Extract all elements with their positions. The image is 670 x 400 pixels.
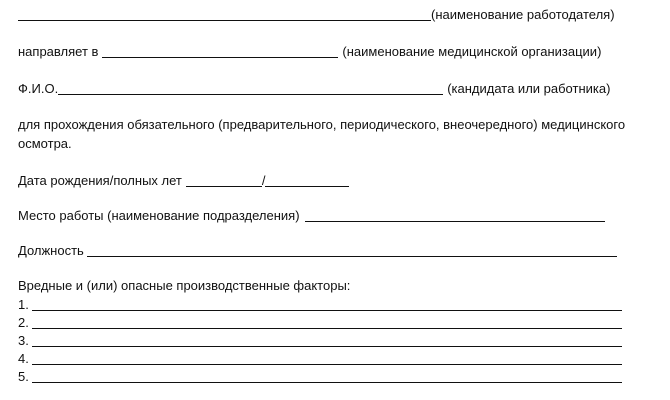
hazard-item-field[interactable] [32,298,622,311]
directs-label: (наименование медицинской организации) [342,44,602,59]
hazard-item [18,296,622,312]
birth-separator: / [261,173,266,188]
workplace-field[interactable] [305,209,605,222]
fio-field[interactable] [58,82,443,95]
directs-prefix: направляет в [18,44,99,59]
hazard-item-number: 1. [18,297,29,312]
fio-prefix: Ф.И.О. [18,81,59,96]
hazard-item-number: 3. [18,333,29,348]
hazard-item-field[interactable] [32,316,622,329]
position-field[interactable] [87,244,617,257]
employer-field[interactable] [18,8,431,21]
hazard-item-field[interactable] [32,334,622,347]
hazards-title: Вредные и (или) опасные производственные факторы: [18,278,351,293]
hazards-title-row [18,278,350,293]
hazard-item [18,332,622,348]
hazard-item-number: 5. [18,369,29,384]
hazard-item [18,368,622,384]
fio-label: (кандидата или работника) [447,81,611,96]
workplace-row [18,207,605,223]
hazard-item [18,314,622,330]
employer-row [18,6,615,22]
fio-row [18,80,610,96]
hazard-item-number: 4. [18,351,29,366]
position-label: Должность [18,243,84,258]
hazard-item-field[interactable] [32,352,622,365]
birth-label: Дата рождения/полных лет [18,173,182,188]
position-row [18,242,617,258]
hazard-item [18,350,622,366]
full-years-field[interactable] [265,174,349,187]
birth-row [18,172,349,188]
purpose-text: для прохождения обязательного (предварительного, периодического, внеочередного) медицинского осмотра. [18,117,626,151]
hazard-item-field[interactable] [32,370,622,383]
directs-row [18,43,601,59]
employer-label: (наименование работодателя) [431,7,615,22]
medical-organization-field[interactable] [102,45,338,58]
workplace-label: Место работы (наименование подразделения) [18,208,300,223]
hazard-item-number: 2. [18,315,29,330]
birth-date-field[interactable] [186,174,262,187]
